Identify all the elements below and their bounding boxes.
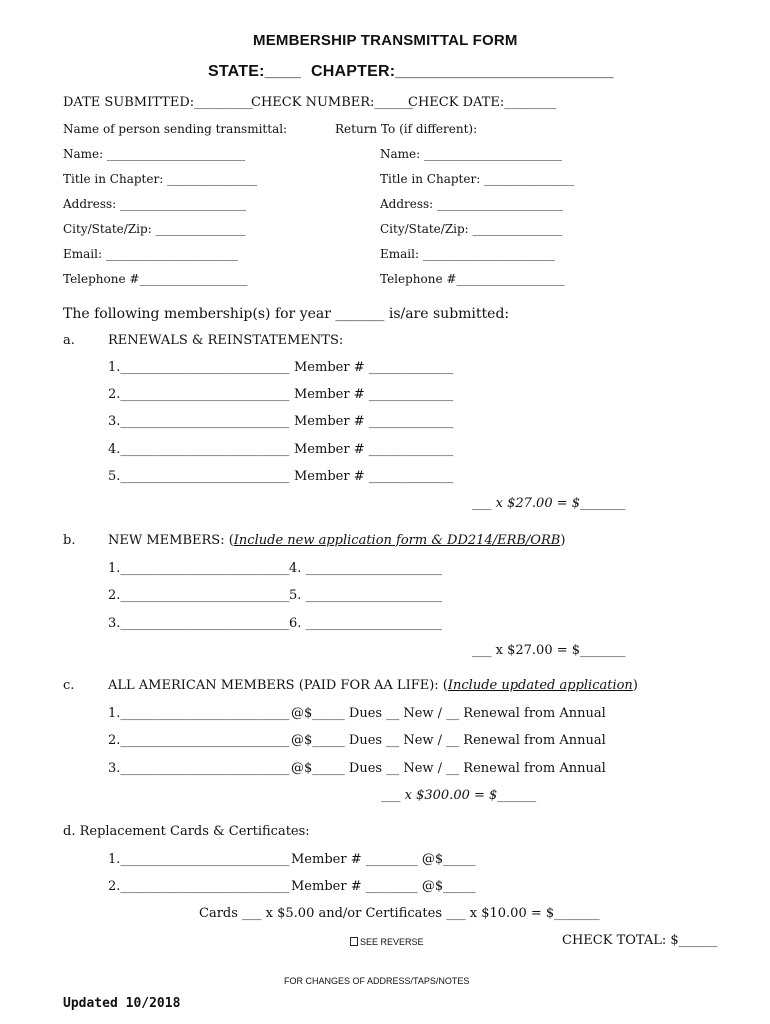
renewal-member-field[interactable]: Member # _____________ <box>294 442 454 457</box>
new-member-field[interactable]: 6. _____________________ <box>289 616 443 631</box>
section-c-heading-text: ALL AMERICAN MEMBERS (PAID FOR AA LIFE): ( <box>108 678 448 693</box>
renewal-name-field[interactable]: 2.__________________________ <box>108 387 290 402</box>
replacement-name-field[interactable]: 1.__________________________ <box>108 852 290 867</box>
return-heading: Return To (if different): <box>335 122 478 136</box>
check-date-field[interactable]: CHECK DATE:________ <box>408 95 557 110</box>
section-a-total[interactable]: ___ x $27.00 = $_______ <box>472 496 626 511</box>
section-c-total[interactable]: ___ x $300.00 = $______ <box>381 788 537 803</box>
section-a-heading: RENEWALS & REINSTATEMENTS: <box>108 333 344 348</box>
section-a-letter: a. <box>63 333 75 348</box>
section-c-close: ) <box>632 678 638 693</box>
return-address-field[interactable]: Address: _____________________ <box>380 197 564 211</box>
return-telephone-field[interactable]: Telephone #__________________ <box>380 272 565 286</box>
section-b-heading <box>108 533 565 548</box>
see-reverse-note <box>350 937 424 947</box>
section-b-total[interactable]: ___ x $27.00 = $_______ <box>472 643 626 658</box>
check-total-field[interactable]: CHECK TOTAL: $______ <box>562 933 718 948</box>
section-c-heading <box>108 678 638 693</box>
sender-email-field[interactable]: Email: ______________________ <box>63 247 238 261</box>
section-b-note: Include new application form & DD214/ERB/ORB <box>233 533 561 548</box>
sender-telephone-field[interactable]: Telephone #__________________ <box>63 272 248 286</box>
new-member-field[interactable]: 5. _____________________ <box>289 588 443 603</box>
sender-address-field[interactable]: Address: _____________________ <box>63 197 247 211</box>
new-member-field[interactable]: 3.__________________________ <box>108 616 290 631</box>
section-b-heading-text: NEW MEMBERS: ( <box>108 533 234 548</box>
new-member-field[interactable]: 2.__________________________ <box>108 588 290 603</box>
sender-heading: Name of person sending transmittal: <box>63 122 288 136</box>
check-number-field[interactable]: CHECK NUMBER:______ <box>251 95 414 110</box>
replacement-name-field[interactable]: 2.__________________________ <box>108 879 290 894</box>
renewal-name-field[interactable]: 5.__________________________ <box>108 469 290 484</box>
replacement-member-field[interactable]: Member # ________ @$_____ <box>291 879 476 894</box>
see-reverse-text: SEE REVERSE <box>360 937 424 947</box>
aa-member-field[interactable]: 3.__________________________ <box>108 761 290 776</box>
note-icon <box>350 937 358 946</box>
section-d-heading: d. Replacement Cards & Certificates: <box>63 824 310 839</box>
return-city-field[interactable]: City/State/Zip: _______________ <box>380 222 563 236</box>
sender-title-field[interactable]: Title in Chapter: _______________ <box>63 172 258 186</box>
updated-date: Updated 10/2018 <box>63 996 181 1011</box>
chapter-line[interactable]: CHAPTER:________________________ <box>311 63 614 80</box>
renewal-member-field[interactable]: Member # _____________ <box>294 360 454 375</box>
renewal-name-field[interactable]: 1.__________________________ <box>108 360 290 375</box>
membership-year-line[interactable]: The following membership(s) for year _______ is/are submitted: <box>63 306 510 322</box>
sender-name-field[interactable]: Name: _______________________ <box>63 147 245 161</box>
cards-certificates-total[interactable]: Cards ___ x $5.00 and/or Certificates ___ x $10.00 = $_______ <box>199 906 600 921</box>
aa-dues-field[interactable]: @$_____ Dues __ New / __ Renewal from Annual <box>291 761 606 776</box>
date-submitted-field[interactable]: DATE SUBMITTED:_________ <box>63 95 253 110</box>
aa-member-field[interactable]: 2.__________________________ <box>108 733 290 748</box>
state-line[interactable]: STATE:____ <box>208 63 301 80</box>
renewal-name-field[interactable]: 4.__________________________ <box>108 442 290 457</box>
aa-member-field[interactable]: 1.__________________________ <box>108 706 290 721</box>
aa-dues-field[interactable]: @$_____ Dues __ New / __ Renewal from Annual <box>291 733 606 748</box>
renewal-member-field[interactable]: Member # _____________ <box>294 469 454 484</box>
section-c-note: Include updated application <box>447 678 633 693</box>
replacement-member-field[interactable]: Member # ________ @$_____ <box>291 852 476 867</box>
aa-dues-field[interactable]: @$_____ Dues __ New / __ Renewal from Annual <box>291 706 606 721</box>
section-b-close: ) <box>560 533 566 548</box>
new-member-field[interactable]: 4. _____________________ <box>289 561 443 576</box>
return-title-field[interactable]: Title in Chapter: _______________ <box>380 172 575 186</box>
section-b-letter: b. <box>63 533 76 548</box>
form-title: MEMBERSHIP TRANSMITTAL FORM <box>253 32 518 49</box>
return-email-field[interactable]: Email: ______________________ <box>380 247 555 261</box>
sender-city-field[interactable]: City/State/Zip: _______________ <box>63 222 246 236</box>
return-name-field[interactable]: Name: _______________________ <box>380 147 562 161</box>
new-member-field[interactable]: 1.__________________________ <box>108 561 290 576</box>
section-c-letter: c. <box>63 678 75 693</box>
changes-note: FOR CHANGES OF ADDRESS/TAPS/NOTES <box>284 976 470 986</box>
renewal-member-field[interactable]: Member # _____________ <box>294 414 454 429</box>
renewal-member-field[interactable]: Member # _____________ <box>294 387 454 402</box>
renewal-name-field[interactable]: 3.__________________________ <box>108 414 290 429</box>
